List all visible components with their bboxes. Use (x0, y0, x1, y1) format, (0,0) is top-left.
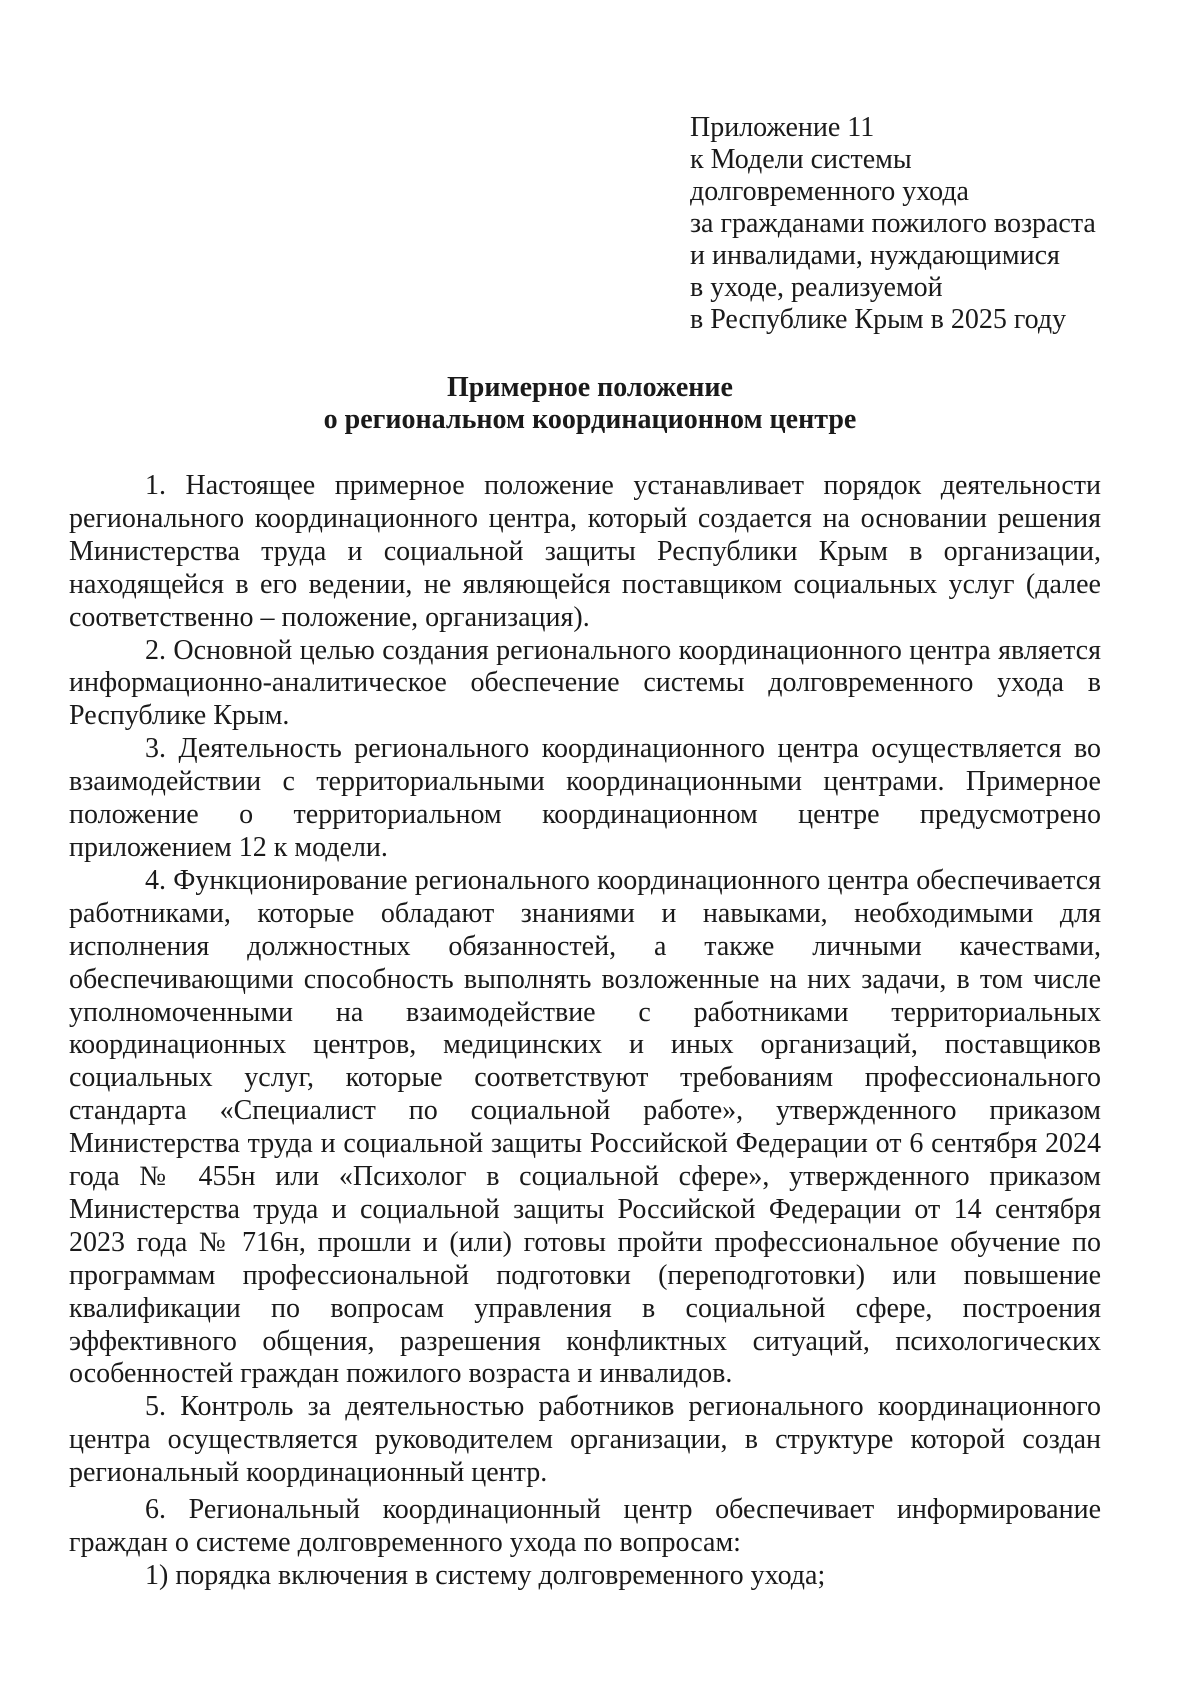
appendix-line: долговременного ухода (690, 176, 969, 207)
paragraph-6-item-1: 1) порядка включения в систему долговременного ухода; (145, 1559, 826, 1591)
appendix-line: за гражданами пожилого возраста (690, 208, 1096, 239)
appendix-line: Приложение 11 (690, 112, 875, 143)
paragraph-3: 3. Деятельность регионального координационного центра осуществляется во взаимодействии с территориальными координационными центрами. Примерное положение о территориальном координационном центре предусмотрено приложением 12 к модели. (69, 733, 1101, 863)
paragraph-6: 6. Региональный координационный центр обеспечивает информирование граждан о системе долговременного ухода по вопросам: (69, 1494, 1101, 1558)
document-title (70, 372, 1110, 436)
title-line-2: о региональном координационном центре (323, 404, 857, 435)
appendix-line: в Республике Крым в 2025 году (690, 304, 1067, 335)
appendix-line: в уходе, реализуемой (690, 272, 943, 303)
paragraph-4: 4. Функционирование регионального координационного центра обеспечивается работниками, которые обладают знаниями и навыками, необходимыми для исполнения должностных обязанностей, а также личными качествами, обеспечивающими способность выполнять возложенные на них задачи, в том числе уполномоченными на взаимодействие с работниками территориальных координационных центров, медицинских и иных организаций, поставщиков социальных услуг, которые соответствуют требованиям профессионального стандарта «Специалист по социальной работе», утвержденного приказом Министерства труда и социальной защиты Российской Федерации от 6 сентября 2024 года № 455н или «Психолог в социальной сфере», утвержденного приказом Министерства труда и социальной защиты Российской Федерации от 14 сентября 2023 года № 716н, прошли и (или) готовы пройти профессиональное обучение по программам профессиональной подготовки (переподготовки) или повышение квалификации по вопросам управления в социальной сфере, построения эффективного общения, разрешения конфликтных ситуаций, психологических особенностей граждан пожилого возраста и инвалидов. (69, 864, 1101, 1390)
appendix-reference (690, 112, 1150, 336)
appendix-line: и инвалидами, нуждающимися (690, 240, 1060, 271)
paragraph-1: 1. Настоящее примерное положение устанавливает порядок деятельности регионального координационного центра, который создается на основании решения Министерства труда и социальной защиты Республики Крым в организации, находящейся в его ведении, не являющейся поставщиком социальных услуг (далее соответственно – положение, организация). (69, 470, 1101, 633)
paragraph-5: 5. Контроль за деятельностью работников регионального координационного центра осуществляется руководителем организации, в структуре которой создан региональный координационный центр. (69, 1391, 1101, 1489)
paragraph-2: 2. Основной целью создания регионального координационного центра является информационно-аналитическое обеспечение системы долговременного ухода в Республике Крым. (69, 634, 1101, 732)
title-line-1: Примерное положение (447, 372, 733, 403)
appendix-line: к Модели системы (690, 144, 912, 175)
document-body (69, 470, 1101, 1593)
